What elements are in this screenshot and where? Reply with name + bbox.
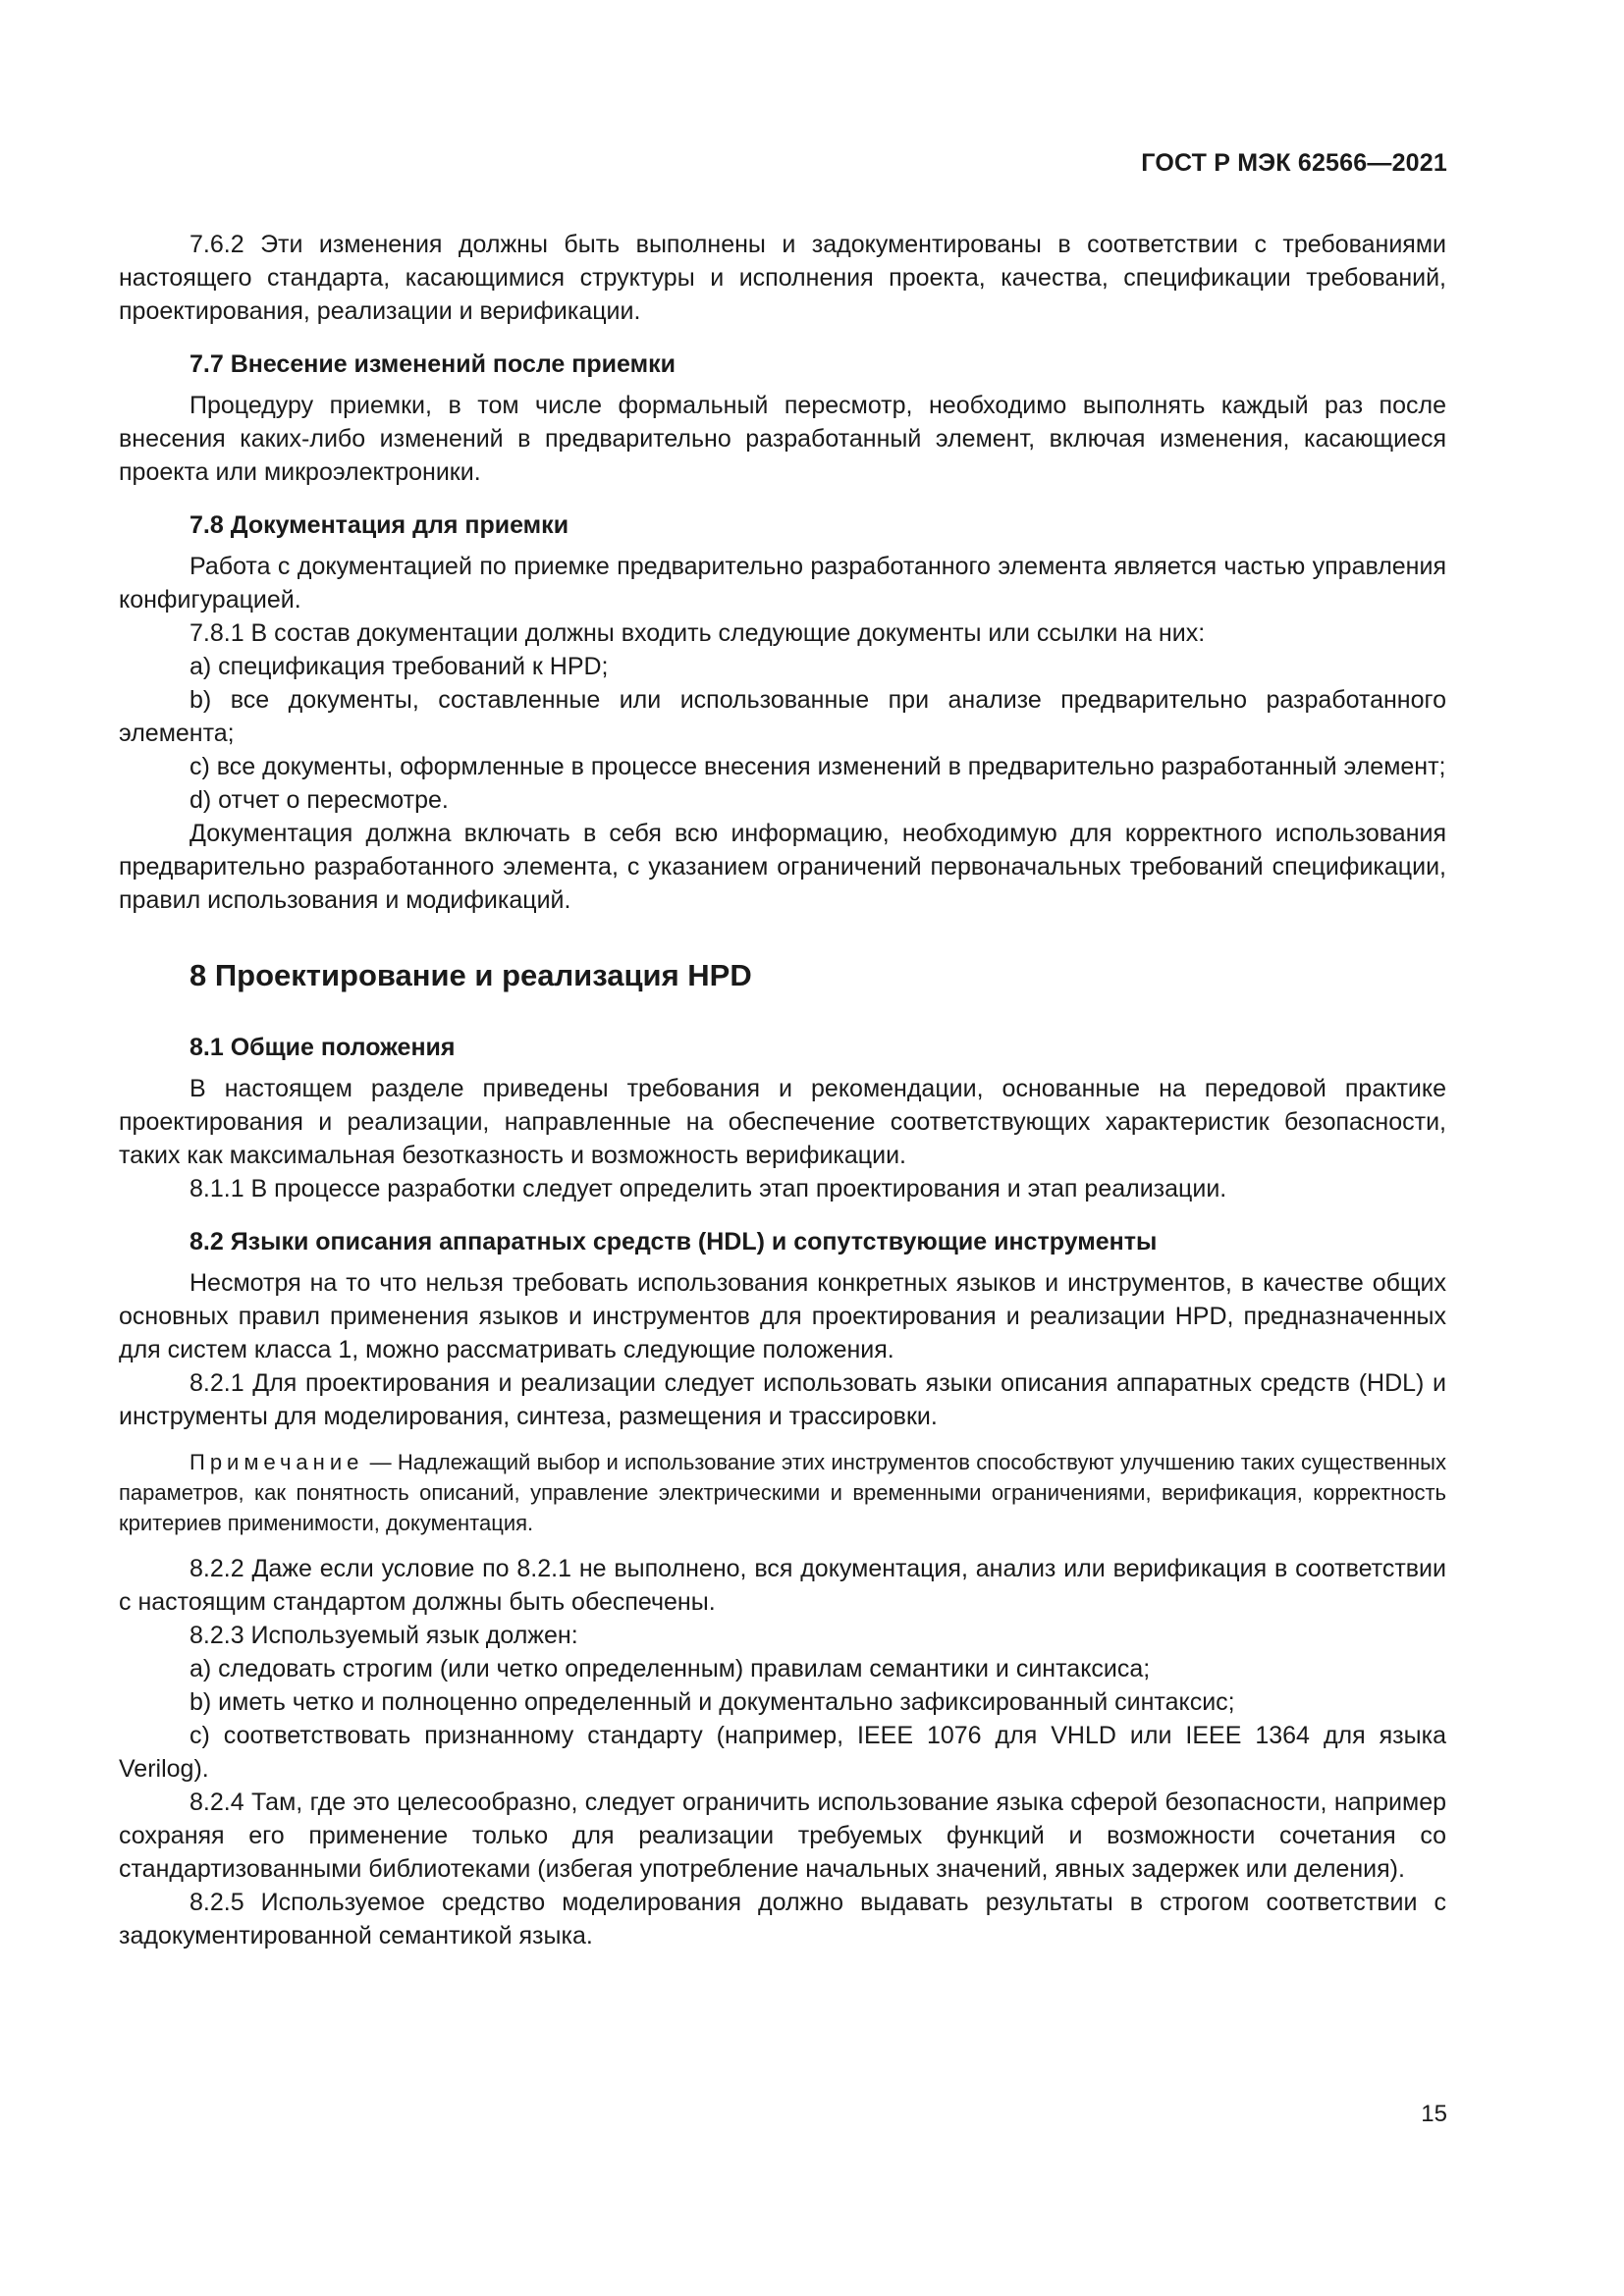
paragraph-7-8-1: 7.8.1 В состав документации должны входить следующие документы или ссылки на них: bbox=[189, 619, 1206, 647]
note-text: — Надлежащий выбор и использование этих инструментов способствуют улучшению таких существенных параметров, как понятность описаний, управление электрическими и временными ограничениями, верификация, корректность критериев применимости, документация. bbox=[119, 1450, 1446, 1535]
heading-section-8: 8 Проектирование и реализация HPD bbox=[189, 958, 752, 992]
paragraph-documentation: Документация должна включать в себя всю информацию, необходимую для корректного использования предварительно разработанного элемента, с указанием ограничений первоначальных требований спецификации, правил использования и модификаций. bbox=[119, 820, 1446, 914]
paragraph-8-2-3: 8.2.3 Используемый язык должен: bbox=[189, 1622, 578, 1649]
paragraph-7-7: Процедуру приемки, в том числе формальный пересмотр, необходимо выполнять каждый раз после внесения каких-либо изменений в предварительно разработанный элемент, включая изменения, касающиеся проекта или микроэлектроники. bbox=[119, 392, 1446, 486]
heading-8-2: 8.2 Языки описания аппаратных средств (HDL) и сопутствующие инструменты bbox=[189, 1228, 1158, 1255]
heading-8-1: 8.1 Общие положения bbox=[189, 1034, 456, 1061]
document-code: ГОСТ Р МЭК 62566—2021 bbox=[1141, 149, 1447, 177]
paragraph-8-2-1: 8.2.1 Для проектирования и реализации следует использовать языки описания аппаратных средств (HDL) и инструменты для моделирования, синтеза, размещения и трассировки. bbox=[119, 1369, 1446, 1430]
list-item-a-2: a) следовать строгим (или четко определенным) правилам семантики и синтаксиса; bbox=[189, 1655, 1151, 1682]
paragraph-8-1: В настоящем разделе приведены требования и рекомендации, основанные на передовой практике проектирования и реализации, направленные на обеспечение соответствующих характеристик безопасности, таких как максимальная безотказность и возможность верификации. bbox=[119, 1075, 1446, 1169]
list-item-d: d) отчет о пересмотре. bbox=[189, 786, 449, 814]
list-item-c: c) все документы, оформленные в процессе внесения изменений в предварительно разработанный элемент; bbox=[189, 753, 1446, 780]
paragraph-8-1-1: 8.1.1 В процессе разработки следует определить этап проектирования и этап реализации. bbox=[189, 1175, 1227, 1202]
heading-7-7: 7.7 Внесение изменений после приемки bbox=[189, 350, 676, 378]
paragraph-8-2-2: 8.2.2 Даже если условие по 8.2.1 не выполнено, вся документация, анализ или верификация в соответствии с настоящим стандартом должны быть обеспечены. bbox=[119, 1555, 1446, 1616]
note bbox=[119, 1447, 1446, 1538]
list-item-c-2: c) соответствовать признанному стандарту (например, IEEE 1076 для VHLD или IEEE 1364 для языка Verilog). bbox=[119, 1722, 1446, 1783]
heading-7-8: 7.8 Документация для приемки bbox=[189, 511, 569, 539]
list-item-a: a) спецификация требований к HPD; bbox=[189, 653, 609, 680]
page-number: 15 bbox=[1421, 2101, 1447, 2127]
note-label: Примечание bbox=[189, 1450, 364, 1474]
list-item-b-2: b) иметь четко и полноценно определенный и документально зафиксированный синтаксис; bbox=[189, 1688, 1235, 1716]
paragraph-8-2-4: 8.2.4 Там, где это целесообразно, следует ограничить использование языка сферой безопасности, например сохраняя его применение только для реализации требуемых функций и возможности сочетания со стандартизованными библиотеками (избегая употребление начальных значений, явных задержек или деления). bbox=[119, 1789, 1446, 1883]
paragraph-7-6-2: 7.6.2 Эти изменения должны быть выполнены и задокументированы в соответствии с требованиями настоящего стандарта, касающимися структуры и исполнения проекта, качества, спецификации требований, проектирования, реализации и верификации. bbox=[119, 231, 1446, 325]
document-body bbox=[119, 228, 1446, 1952]
paragraph-7-8: Работа с документацией по приемке предварительно разработанного элемента является частью управления конфигурацией. bbox=[119, 553, 1446, 614]
paragraph-8-2: Несмотря на то что нельзя требовать использования конкретных языков и инструментов, в качестве общих основных правил применения языков и инструментов для проектирования и реализации HPD, предназначенных для систем класса 1, можно рассматривать следующие положения. bbox=[119, 1269, 1446, 1363]
paragraph-8-2-5: 8.2.5 Используемое средство моделирования должно выдавать результаты в строгом соответствии с задокументированной семантикой языка. bbox=[119, 1889, 1446, 1949]
list-item-b: b) все документы, составленные или использованные при анализе предварительно разработанного элемента; bbox=[119, 686, 1446, 747]
